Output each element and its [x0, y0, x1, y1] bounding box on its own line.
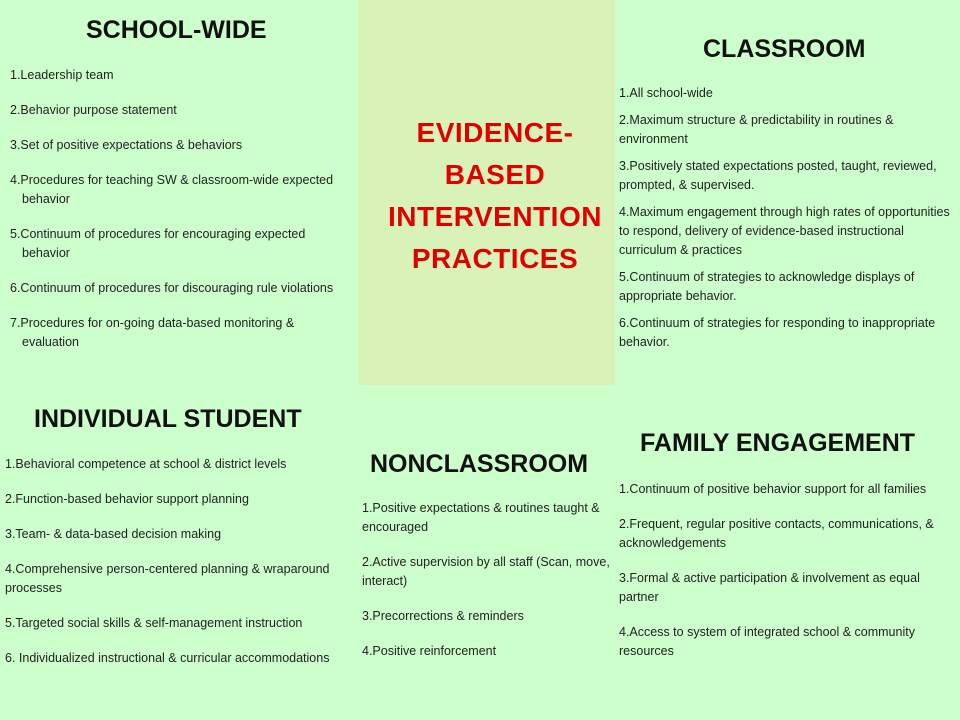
- school-wide-title: SCHOOL-WIDE: [86, 16, 267, 44]
- classroom-list: [619, 84, 954, 352]
- classroom-title: CLASSROOM: [703, 35, 866, 63]
- family-engagement-list: [619, 480, 949, 661]
- list-item: 6.Continuum of strategies for responding to inappropriate behavior.: [619, 316, 936, 349]
- list-item: 2.Behavior purpose statement: [10, 103, 177, 117]
- center-title-line: EVIDENCE-: [416, 117, 574, 148]
- list-item: 5.Continuum of strategies to acknowledge displays of appropriate behavior.: [619, 270, 915, 303]
- list-item: 3.Set of positive expectations & behaviors: [10, 138, 243, 152]
- school-wide-list: [10, 66, 350, 352]
- list-item: 5.Continuum of procedures for encouraging expected behavior: [10, 227, 306, 260]
- list-item: 1.Continuum of positive behavior support for all families: [619, 482, 927, 496]
- list-item: 6. Individualized instructional & curricular accommodations: [5, 651, 330, 665]
- nonclassroom-title: NONCLASSROOM: [370, 450, 589, 478]
- list-item: 1.Leadership team: [10, 68, 114, 82]
- individual-student-list: [5, 455, 345, 668]
- individual-student-title: INDIVIDUAL STUDENT: [34, 405, 302, 433]
- list-item: 3.Formal & active participation & involvement as equal partner: [619, 571, 920, 604]
- center-title-line: INTERVENTION: [388, 201, 602, 232]
- list-item: 3.Precorrections & reminders: [362, 609, 524, 623]
- family-engagement-title: FAMILY ENGAGEMENT: [640, 429, 916, 457]
- center-title-line: BASED: [444, 159, 546, 190]
- list-item: 7.Procedures for on-going data-based monitoring & evaluation: [10, 316, 295, 349]
- list-item: 3.Positively stated expectations posted, taught, reviewed, prompted, & supervised.: [619, 159, 937, 192]
- list-item: 3.Team- & data-based decision making: [5, 527, 222, 541]
- list-item: 6.Continuum of procedures for discouraging rule violations: [10, 281, 334, 295]
- list-item: 4.Access to system of integrated school & community resources: [619, 625, 915, 658]
- nonclassroom-list: [362, 499, 610, 661]
- list-item: 1.Positive expectations & routines taught & encouraged: [362, 501, 600, 534]
- list-item: 1.Behavioral competence at school & district levels: [5, 457, 287, 471]
- list-item: 2.Function-based behavior support planning: [5, 492, 249, 506]
- list-item: 2.Active supervision by all staff (Scan, move, interact): [362, 555, 610, 588]
- center-title: [365, 112, 625, 280]
- list-item: 2.Maximum structure & predictability in routines & environment: [619, 113, 894, 146]
- list-item: 5.Targeted social skills & self-management instruction: [5, 616, 303, 630]
- list-item: 4.Procedures for teaching SW & classroom-wide expected behavior: [10, 173, 334, 206]
- list-item: 4.Positive reinforcement: [362, 644, 497, 658]
- list-item: 1.All school-wide: [619, 86, 713, 100]
- list-item: 4.Comprehensive person-centered planning & wraparound processes: [5, 562, 330, 595]
- list-item: 4.Maximum engagement through high rates of opportunities to respond, delivery of evidence-based instructional curriculum & practices: [619, 205, 950, 257]
- center-title-line: PRACTICES: [411, 243, 579, 274]
- list-item: 2.Frequent, regular positive contacts, communications, & acknowledgements: [619, 517, 934, 550]
